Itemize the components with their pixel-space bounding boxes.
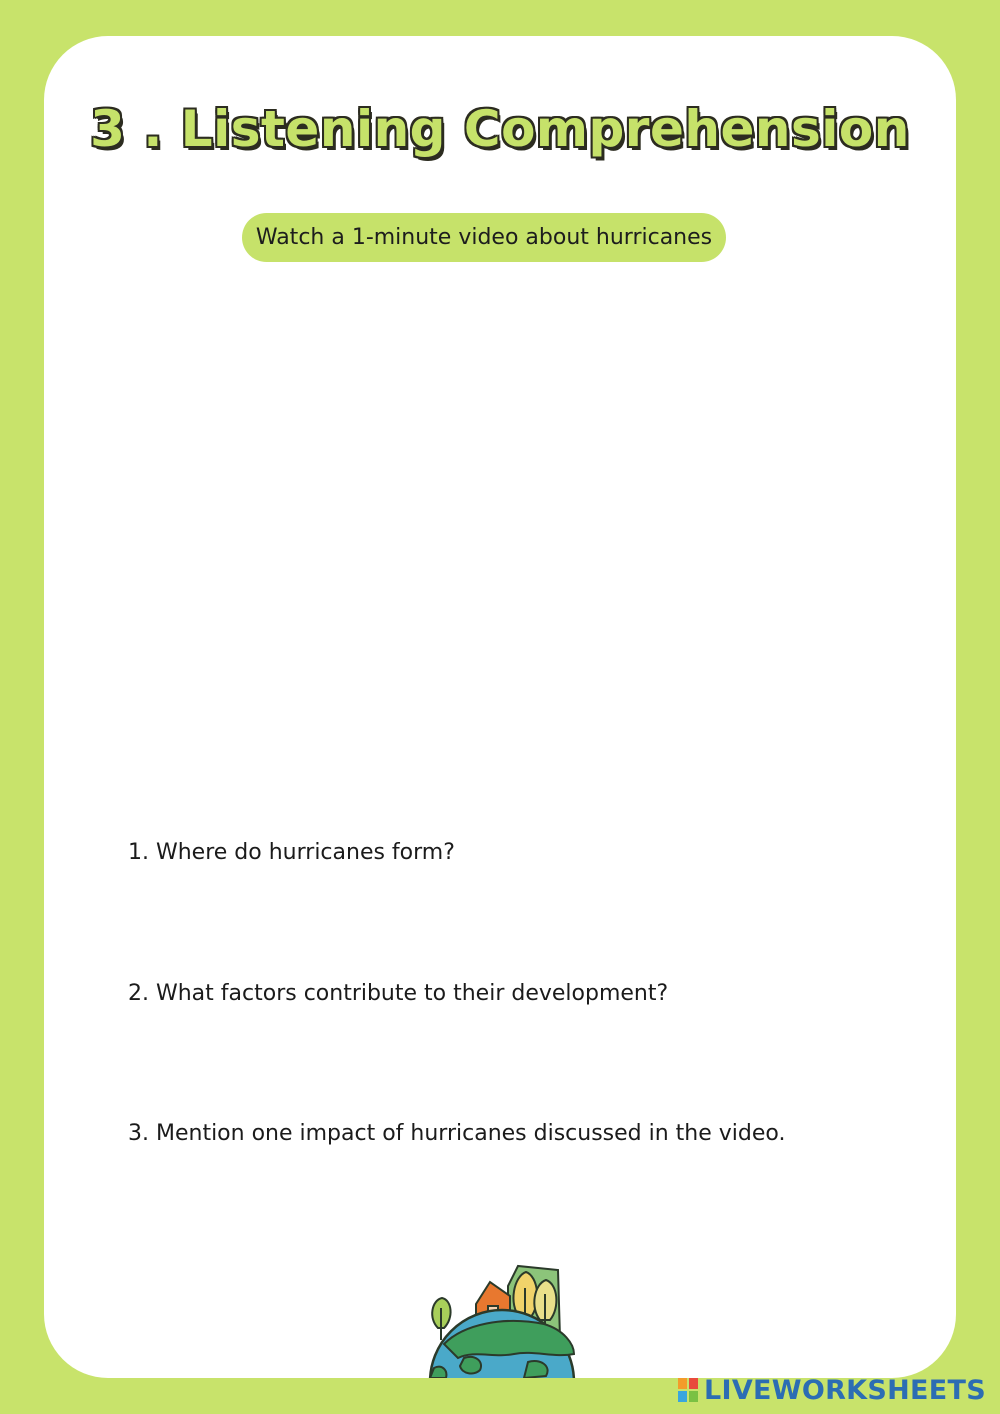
liveworksheets-brand[interactable] — [676, 1372, 986, 1408]
instruction-text: Watch a 1-minute video about hurricanes — [255, 225, 713, 250]
question-1: 1. Where do hurricanes form? — [128, 840, 455, 865]
question-2: 2. What factors contribute to their development? — [128, 981, 669, 1006]
liveworksheets-logo-icon — [676, 1376, 700, 1404]
brand-logo-text: LIVEWORKSHEETS — [703, 1374, 986, 1406]
instruction-badge — [242, 213, 726, 262]
question-3: 3. Mention one impact of hurricanes discussed in the video. — [128, 1121, 786, 1146]
video-placeholder[interactable] — [128, 290, 872, 790]
page-title: 3 . Listening Comprehension — [90, 100, 910, 158]
earth-with-house-and-trees-icon — [424, 1258, 580, 1378]
